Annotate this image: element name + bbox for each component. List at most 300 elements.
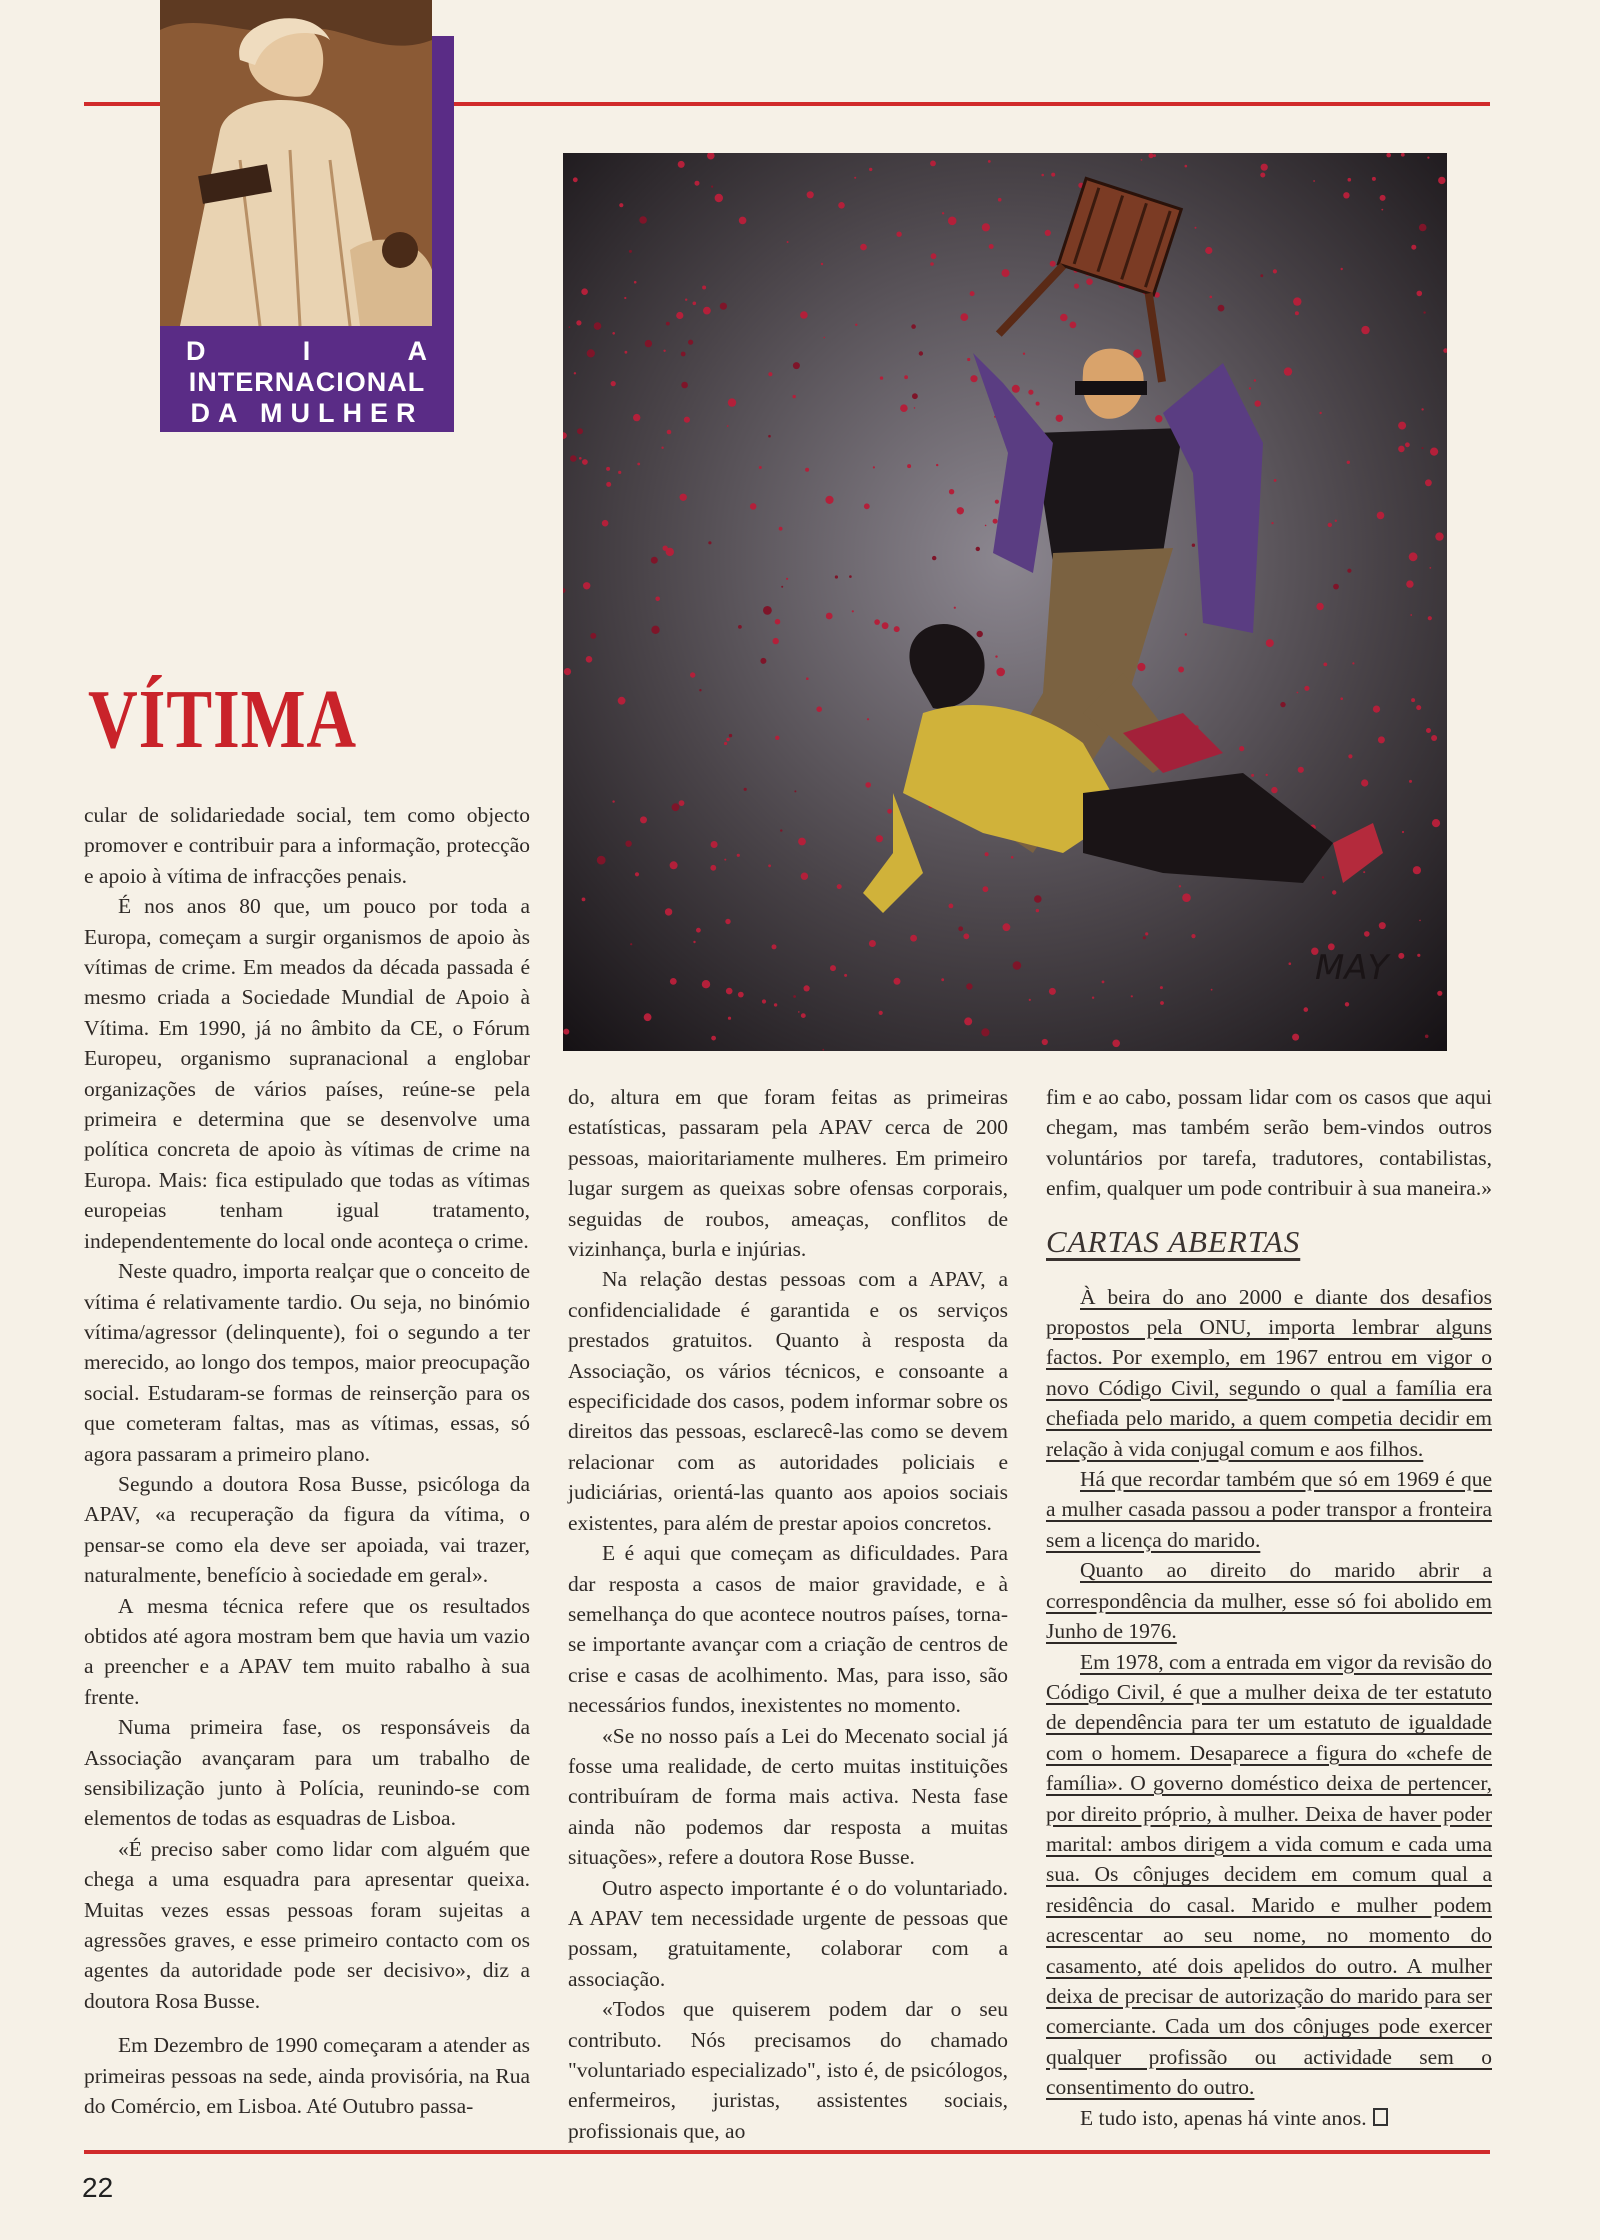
- blood-splatter-dot: [640, 816, 647, 823]
- blood-splatter-dot: [738, 992, 744, 998]
- blood-splatter-dot: [619, 203, 623, 207]
- blood-splatter-dot: [896, 232, 901, 237]
- blood-splatter-dot: [661, 447, 663, 449]
- blood-splatter-dot: [724, 742, 727, 745]
- blood-splatter-dot: [1143, 936, 1146, 939]
- blood-splatter-dot: [1409, 552, 1418, 561]
- blood-splatter-dot: [1192, 544, 1195, 547]
- col1-paragraph: Numa primeira fase, os responsáveis da Associação avançaram para um trabalho de sensibilização junto à Polícia, reunindo-se com elementos de todas as esquadras de Lisboa.: [84, 1715, 530, 1831]
- blood-splatter-dot: [720, 303, 727, 310]
- blood-splatter-dot: [670, 978, 677, 985]
- medieval-woman-illustration: [160, 0, 432, 326]
- blood-splatter-dot: [1092, 997, 1094, 999]
- blood-splatter-dot: [612, 800, 614, 802]
- blood-splatter-dot: [639, 216, 647, 224]
- blood-splatter-dot: [573, 177, 578, 182]
- blood-splatter-dot: [1379, 922, 1386, 929]
- blood-splatter-dot: [1255, 400, 1261, 406]
- blood-splatter-dot: [594, 322, 602, 330]
- blood-splatter-dot: [1003, 923, 1011, 931]
- blood-splatter-dot: [1160, 1001, 1164, 1005]
- blood-splatter-dot: [1428, 616, 1432, 620]
- blood-splatter-dot: [1406, 580, 1413, 587]
- blood-splatter-dot: [824, 337, 826, 339]
- blood-splatter-dot: [690, 672, 695, 677]
- blood-splatter-dot: [1056, 415, 1063, 422]
- header-label: [160, 326, 454, 432]
- blood-splatter-dot: [981, 1028, 989, 1036]
- blood-splatter-dot: [949, 489, 954, 494]
- blood-splatter-dot: [830, 965, 836, 971]
- blood-splatter-dot: [663, 546, 668, 551]
- blood-splatter-dot: [779, 527, 783, 531]
- blood-splatter-dot: [948, 217, 957, 226]
- blood-splatter-dot: [1141, 159, 1143, 161]
- col2-paragraph: «Se no nosso país a Lei do Mecenato social já fosse uma realidade, de certo muitas instituições contribuíram de forma mais activa. Nesta fase ainda não podemos dar resposta a muitas situações», refere a doutora Rose Busse.: [568, 1723, 1008, 1870]
- blood-splatter-dot: [1340, 697, 1343, 700]
- blood-splatter-dot: [793, 395, 796, 398]
- blood-splatter-dot: [1430, 448, 1438, 456]
- bottom-rule: [84, 2150, 1490, 2154]
- blood-splatter-dot: [963, 933, 969, 939]
- blood-splatter-dot: [563, 1029, 569, 1035]
- header-photo: [160, 0, 432, 326]
- blood-splatter-dot: [1210, 296, 1213, 299]
- blood-splatter-dot: [693, 941, 695, 943]
- blood-splatter-dot: [1149, 153, 1154, 158]
- blood-splatter-dot: [1182, 893, 1191, 902]
- blood-splatter-dot: [942, 212, 944, 214]
- blood-splatter-dot: [1045, 230, 1051, 236]
- blood-splatter-dot: [931, 253, 937, 259]
- blood-splatter-dot: [1289, 962, 1292, 965]
- col2-paragraph: «Todos que quiserem podem dar o seu contributo. Nós precisamos do chamado "voluntariado especializado", isto é, de psicólogos, enfermeiros, juristas, assistentes sociais, profissionais que, ao: [568, 1997, 1008, 2143]
- blood-splatter-dot: [725, 919, 730, 924]
- blood-splatter-dot: [611, 381, 616, 386]
- col1-paragraph: A mesma técnica refere que os resultados obtidos até agora mostram bem que havia um vazio a preencher e a APAV tem muito rabalho à sua frente.: [84, 1593, 530, 1709]
- blood-splatter-dot: [835, 575, 838, 578]
- blood-splatter-dot: [1427, 157, 1429, 159]
- blood-splatter-dot: [912, 393, 918, 399]
- blood-splatter-dot: [837, 884, 842, 889]
- blood-splatter-dot: [1298, 767, 1304, 773]
- blood-splatter-dot: [1316, 603, 1323, 610]
- blood-splatter-dot: [1049, 988, 1056, 995]
- blood-splatter-dot: [907, 464, 911, 468]
- blood-splatter-dot: [1012, 385, 1020, 393]
- blood-splatter-dot: [739, 217, 747, 225]
- blood-splatter-dot: [1191, 934, 1195, 938]
- blood-splatter-dot: [1261, 164, 1268, 171]
- blood-splatter-dot: [793, 995, 796, 998]
- article-illustration: [563, 153, 1447, 1051]
- blood-splatter-dot: [1271, 787, 1277, 793]
- blood-splatter-dot: [787, 241, 789, 243]
- blood-splatter-dot: [1273, 269, 1277, 273]
- blood-splatter-dot: [911, 324, 916, 329]
- blood-splatter-dot: [773, 638, 779, 644]
- blood-splatter-dot: [728, 1017, 731, 1020]
- blood-splatter-dot: [1347, 569, 1351, 573]
- blood-splatter-dot: [1042, 1039, 1048, 1045]
- blood-splatter-dot: [988, 160, 991, 163]
- blood-splatter-dot: [880, 376, 883, 379]
- blood-splatter-dot: [977, 631, 983, 637]
- blood-splatter-dot: [998, 198, 1002, 202]
- blood-splatter-dot: [1361, 326, 1369, 334]
- blood-splatter-dot: [634, 281, 637, 284]
- blood-splatter-dot: [983, 886, 989, 892]
- blood-splatter-dot: [1328, 523, 1332, 527]
- blood-splatter-dot: [1102, 981, 1105, 984]
- blood-splatter-dot: [663, 350, 665, 352]
- blood-splatter-dot: [768, 435, 771, 438]
- blood-splatter-dot: [618, 697, 626, 705]
- blood-splatter-dot: [681, 352, 686, 357]
- blood-splatter-dot: [864, 503, 870, 509]
- blood-splatter-dot: [804, 985, 810, 991]
- blood-splatter-dot: [966, 983, 972, 989]
- col3-intro-paragraph: fim e ao cabo, possam lidar com os casos que aqui chegam, mas também serão bem-vindos outros voluntários por tarefa, tradutores, contabilistas, enfim, qualquer um pode contribuir à sua maneira.»: [1046, 1085, 1492, 1201]
- blood-splatter-dot: [1304, 686, 1309, 691]
- blood-splatter-dot: [1386, 153, 1391, 157]
- blood-splatter-dot: [780, 829, 782, 831]
- blood-splatter-dot: [644, 1013, 652, 1021]
- blood-splatter-dot: [807, 191, 814, 198]
- blood-splatter-dot: [985, 525, 987, 527]
- blood-splatter-dot: [869, 168, 872, 171]
- blood-splatter-dot: [1417, 954, 1420, 957]
- blood-splatter-dot: [1426, 728, 1431, 733]
- blood-splatter-dot: [826, 613, 833, 620]
- blood-splatter-dot: [1417, 291, 1423, 297]
- blood-splatter-dot: [876, 835, 883, 842]
- blood-splatter-dot: [750, 503, 757, 510]
- blood-splatter-dot: [1028, 390, 1033, 395]
- blood-splatter-dot: [728, 398, 736, 406]
- blood-splatter-dot: [887, 809, 892, 814]
- blood-splatter-dot: [995, 500, 999, 504]
- blood-splatter-dot: [882, 622, 889, 629]
- blood-splatter-dot: [1352, 662, 1354, 664]
- blood-splatter-dot: [581, 288, 588, 295]
- blood-splatter-dot: [760, 658, 766, 664]
- blood-splatter-dot: [1421, 408, 1423, 410]
- blood-splatter-dot: [960, 313, 968, 321]
- illustration-signature: MAY: [1315, 948, 1389, 988]
- blood-splatter-dot: [1345, 1002, 1349, 1006]
- blood-splatter-dot: [710, 865, 716, 871]
- col3-paragraph: Em 1978, com a entrada em vigor da revisão do Código Civil, é que a mulher deixa de ter estatuto de dependência para ter um estatuto de igualdade com o homem. Desaparece a figura do «chefe de família». O governo doméstico deixa de pertencer, por direito próprio, à mulher. Deixa de haver poder marital: ambos dirigem a vida comum e cada uma sua. Os cônjuges decidem em comum qual a residência do casal. Marido e mulher podem acrescentar ao seu nome, no momento do casamento, até dois apelidos do outro. A mulher deixa de precisar de autorização do marido para ser comerciante. Cada um dos cônjuges pode exercer qualquer profissão ou actividade sem o consentimento do outro.: [1046, 1649, 1492, 2100]
- blood-splatter-dot: [583, 582, 590, 589]
- blood-splatter-dot: [1029, 999, 1031, 1001]
- blood-splatter-dot: [688, 340, 693, 345]
- blood-splatter-dot: [1377, 512, 1385, 520]
- blood-splatter-dot: [1304, 1007, 1309, 1012]
- blood-splatter-dot: [1411, 245, 1416, 250]
- blood-splatter-dot: [1211, 989, 1213, 991]
- section-subhead: CARTAS ABERTAS: [1046, 1223, 1301, 1259]
- blood-splatter-dot: [1319, 412, 1321, 414]
- blood-splatter-dot: [724, 859, 726, 861]
- blood-splatter-dot: [768, 864, 771, 867]
- blood-splatter-dot: [1036, 402, 1040, 406]
- blood-splatter-dot: [970, 375, 977, 382]
- blood-splatter-dot: [1036, 909, 1039, 912]
- blood-splatter-dot: [1372, 177, 1376, 181]
- blood-splatter-dot: [679, 800, 685, 806]
- blood-splatter-dot: [624, 297, 626, 299]
- blood-splatter-dot: [930, 161, 936, 167]
- blood-splatter-dot: [904, 375, 908, 379]
- blood-splatter-dot: [996, 668, 1005, 677]
- blood-splatter-dot: [844, 974, 847, 977]
- blood-splatter-dot: [737, 854, 740, 857]
- header-letter-a: A: [407, 336, 428, 366]
- header-letter-i: I: [302, 336, 312, 366]
- blood-splatter-dot: [635, 872, 639, 876]
- blood-splatter-dot: [1423, 311, 1425, 313]
- blood-splatter-dot: [1271, 522, 1273, 524]
- blood-splatter-dot: [1266, 774, 1268, 776]
- blood-splatter-dot: [729, 734, 732, 737]
- blood-splatter-dot: [1034, 895, 1042, 903]
- blood-splatter-dot: [576, 320, 581, 325]
- col1-paragraph: Neste quadro, importa realçar que o conceito de vítima é relativamente tardio. Ou seja, no binómio vítima/agressor (delinquente), foi o segundo a ter merecido, ao longo dos tempos, maior preocupação social. Estudaram-se formas de reinserção para os que cometeram faltas, mas as vítimas, essas, só agora passaram a primeiro plano.: [84, 1259, 530, 1466]
- blood-splatter-dot: [852, 610, 854, 612]
- blood-splatter-dot: [1050, 261, 1056, 267]
- blood-splatter-dot: [727, 425, 729, 427]
- blood-splatter-dot: [1145, 932, 1148, 935]
- blood-splatter-dot: [941, 978, 944, 981]
- blood-splatter-dot: [702, 286, 706, 290]
- blood-splatter-dot: [678, 161, 685, 168]
- blood-splatter-dot: [1297, 692, 1299, 694]
- blood-splatter-dot: [1178, 667, 1184, 673]
- col3-final-paragraph: [1046, 2103, 1492, 2133]
- blood-splatter-dot: [801, 1013, 806, 1018]
- blood-splatter-dot: [1313, 180, 1315, 182]
- blood-splatter-dot: [822, 1049, 824, 1051]
- blood-splatter-dot: [1422, 447, 1424, 449]
- blood-splatter-dot: [989, 244, 994, 249]
- blood-splatter-dot: [582, 898, 586, 902]
- blood-splatter-dot: [1343, 192, 1349, 198]
- blood-splatter-dot: [995, 655, 997, 657]
- blood-splatter-dot: [958, 926, 963, 931]
- article-column-3: [1046, 1082, 1492, 2133]
- blood-splatter-dot: [1425, 1035, 1429, 1039]
- blood-splatter-dot: [1295, 311, 1299, 315]
- blood-splatter-dot: [602, 520, 609, 527]
- blood-splatter-dot: [894, 978, 901, 985]
- blood-splatter-dot: [1292, 1034, 1299, 1041]
- blood-splatter-dot: [651, 626, 659, 634]
- blood-splatter-dot: [869, 940, 876, 947]
- blood-splatter-dot: [645, 340, 652, 347]
- blood-splatter-dot: [867, 718, 869, 720]
- blood-splatter-dot: [708, 541, 711, 544]
- blood-splatter-dot: [680, 494, 687, 501]
- blood-splatter-dot: [1251, 774, 1254, 777]
- blood-splatter-dot: [711, 841, 718, 848]
- blood-splatter-dot: [1185, 633, 1187, 635]
- col2-paragraph: do, altura em que foram feitas as primeiras estatísticas, passaram pela APAV cerca de 200 pessoas, maioritariamente mulheres. Em primeiro lugar surgem as queixas sobre ofensas corporais, seguidas de roubos, ameaças, conflitos de vizinhança, burla e injúrias.: [568, 1085, 1008, 1262]
- blood-splatter-dot: [1361, 779, 1368, 786]
- blood-splatter-dot: [582, 459, 588, 465]
- blood-splatter-dot: [801, 873, 808, 880]
- blood-splatter-dot: [684, 417, 690, 423]
- blood-splatter-dot: [873, 466, 875, 468]
- blood-splatter-dot: [1347, 461, 1350, 464]
- blood-splatter-dot: [1274, 479, 1277, 482]
- blood-splatter-dot: [1002, 269, 1010, 277]
- blood-splatter-dot: [914, 407, 916, 409]
- blood-splatter-dot: [993, 519, 998, 524]
- blood-splatter-dot: [1160, 986, 1163, 989]
- blood-splatter-dot: [1322, 876, 1324, 878]
- blood-splatter-dot: [579, 457, 582, 460]
- blood-splatter-dot: [1332, 890, 1336, 894]
- blood-splatter-dot: [1425, 479, 1432, 486]
- blood-splatter-dot: [586, 656, 593, 663]
- blood-splatter-dot: [798, 838, 806, 846]
- blood-splatter-dot: [1378, 736, 1385, 743]
- blood-splatter-dot: [1179, 885, 1181, 887]
- blood-splatter-dot: [1137, 663, 1145, 671]
- blood-splatter-dot: [711, 1036, 716, 1041]
- blood-splatter-dot: [695, 181, 700, 186]
- blood-splatter-dot: [699, 689, 701, 691]
- blood-splatter-dot: [855, 324, 857, 326]
- blood-splatter-dot: [618, 471, 621, 474]
- blood-splatter-dot: [1133, 349, 1142, 358]
- blood-splatter-dot: [781, 586, 783, 588]
- blood-splatter-dot: [633, 414, 640, 421]
- blood-splatter-dot: [1335, 520, 1337, 522]
- blood-splatter-dot: [726, 738, 729, 741]
- blood-splatter-dot: [1410, 614, 1412, 616]
- blood-splatter-dot: [1380, 195, 1386, 201]
- blood-splatter-dot: [738, 625, 742, 629]
- blood-splatter-dot: [1413, 866, 1421, 874]
- blood-splatter-dot: [874, 619, 880, 625]
- blood-splatter-dot: [702, 980, 710, 988]
- blood-splatter-dot: [587, 349, 595, 357]
- section-header-box: [160, 0, 454, 432]
- blood-splatter-dot: [681, 382, 688, 389]
- article-title: VÍTIMA: [88, 673, 357, 766]
- blood-splatter-dot: [860, 244, 867, 251]
- blood-splatter-dot: [800, 311, 808, 319]
- blood-splatter-dot: [854, 177, 856, 179]
- blood-splatter-dot: [665, 908, 672, 915]
- blood-splatter-dot: [894, 626, 900, 632]
- blood-splatter-dot: [1402, 831, 1404, 833]
- blood-splatter-dot: [949, 904, 954, 909]
- blood-splatter-dot: [1323, 663, 1327, 667]
- blood-splatter-dot: [1409, 780, 1412, 783]
- blood-splatter-dot: [1239, 746, 1244, 751]
- blood-splatter-dot: [744, 788, 747, 791]
- blood-splatter-dot: [570, 455, 577, 462]
- blood-splatter-dot: [711, 186, 713, 188]
- blood-splatter-dot: [910, 935, 917, 942]
- blood-splatter-dot: [970, 291, 975, 296]
- blood-splatter-dot: [1195, 227, 1197, 229]
- blood-splatter-dot: [1381, 209, 1383, 211]
- blood-splatter-dot: [1013, 961, 1022, 970]
- blood-splatter-dot: [976, 547, 980, 551]
- blood-splatter-dot: [1348, 754, 1352, 758]
- blood-splatter-dot: [625, 841, 631, 847]
- blood-splatter-dot: [772, 944, 777, 949]
- col3-final-text: E tudo isto, apenas há vinte anos.: [1080, 2105, 1367, 2130]
- col1-paragraph: Segundo a doutora Rosa Busse, psicóloga da APAV, «a recuperação da figura da vítima, o pensar-se como ela deve ser apoiada, vai trazer, naturalmente, benefício à sociedade em geral».: [84, 1471, 530, 1588]
- blood-splatter-dot: [1112, 1040, 1120, 1048]
- illustration-svg: [563, 153, 1447, 1051]
- blood-splatter-dot: [1348, 178, 1352, 182]
- blood-splatter-dot: [696, 928, 701, 933]
- blood-splatter-dot: [597, 856, 606, 865]
- blood-splatter-dot: [1437, 991, 1442, 996]
- blood-splatter-dot: [1131, 995, 1133, 997]
- col2-paragraph: Outro aspecto importante é o do voluntariado. A APAV tem necessidade urgente de pessoas que possam, gratuitamente, colaborar com a associação.: [568, 1875, 1008, 1991]
- blood-splatter-dot: [1363, 871, 1365, 873]
- blood-splatter-dot: [806, 677, 809, 680]
- blood-splatter-dot: [1205, 247, 1212, 254]
- page-number: 22: [82, 2172, 114, 2203]
- blood-splatter-dot: [762, 999, 766, 1003]
- blood-splatter-dot: [1416, 705, 1421, 710]
- blood-splatter-dot: [1373, 706, 1380, 713]
- blood-splatter-dot: [793, 362, 800, 369]
- blood-splatter-dot: [794, 790, 796, 792]
- blood-splatter-dot: [606, 482, 611, 487]
- blood-splatter-dot: [838, 202, 845, 209]
- blood-splatter-dot: [1051, 173, 1055, 177]
- blood-splatter-dot: [685, 299, 687, 301]
- blood-splatter-dot: [982, 223, 990, 231]
- col1-paragraph: É nos anos 80 que, um pouco por toda a Europa, começam a surgir organismos de apoio às vítimas de crime. Em meados da década passada é mesmo criada a Sociedade Mundial de Apoio à Vítima. Em 1990, já no âmbito da CE, o Fórum Europeu, organismo supranacional a englobar organizações de vários países, reúne-se pela primeira e determina que se desenvolve uma política concreta de apoio às vítimas de crime na Europa. Mais: fica estipulado que todas as vítimas europeias tenham igual tratamento, independentemente do local onde aconteça o crime.: [84, 894, 530, 1253]
- end-of-article-mark: [1373, 2108, 1388, 2126]
- blood-splatter-dot: [693, 302, 697, 306]
- col1-paragraph: Em Dezembro de 1990 começaram a atender as primeiras pessoas na sede, ainda provisória, na Rua do Comércio, em Lisboa. Até Outubro passa-: [84, 2033, 530, 2119]
- blood-splatter-dot: [1266, 639, 1274, 647]
- blood-splatter-dot: [726, 988, 733, 995]
- blood-splatter-dot: [1405, 442, 1410, 447]
- blood-splatter-dot: [964, 1017, 972, 1025]
- blood-splatter-dot: [1023, 353, 1025, 355]
- blood-splatter-dot: [1254, 379, 1256, 381]
- blood-splatter-dot: [1074, 284, 1079, 289]
- blood-splatter-dot: [1341, 268, 1343, 270]
- blood-splatter-dot: [936, 464, 938, 466]
- col1-paragraph: «É preciso saber como lidar com alguém que chega a uma esquadra para apresentar queixa. Muitas vezes essas pessoas foram sujeitas a agressões graves, e esse primeiro contacto com os agentes da autoridade pode ser decisivo», diz a doutora Rosa Busse.: [84, 1836, 530, 2013]
- blood-splatter-dot: [821, 263, 823, 265]
- blood-splatter-dot: [1060, 314, 1068, 322]
- blood-splatter-dot: [763, 606, 772, 615]
- blood-splatter-dot: [1438, 177, 1445, 184]
- blood-splatter-dot: [1398, 446, 1405, 453]
- col3-paragraph: À beira do ano 2000 e diante dos desafios propostos pela ONU, importa lembrar alguns factos. Por exemplo, em 1967 entrou em vigor o novo Código Civil, segundo o qual a família era chefiada pelo marido, a quem competia decidir em relação à vida conjugal comum e aos filhos.: [1046, 1284, 1492, 1461]
- header-letter-d: D: [186, 336, 207, 366]
- blood-splatter-dot: [630, 943, 632, 945]
- article-column-1: [84, 800, 530, 2121]
- blood-splatter-dot: [715, 194, 723, 202]
- blood-splatter-dot: [1435, 532, 1443, 540]
- col3-paragraph: Há que recordar também que só em 1969 é que a mulher casada passou a poder transpor a fronteira sem a licença do marido.: [1046, 1467, 1492, 1552]
